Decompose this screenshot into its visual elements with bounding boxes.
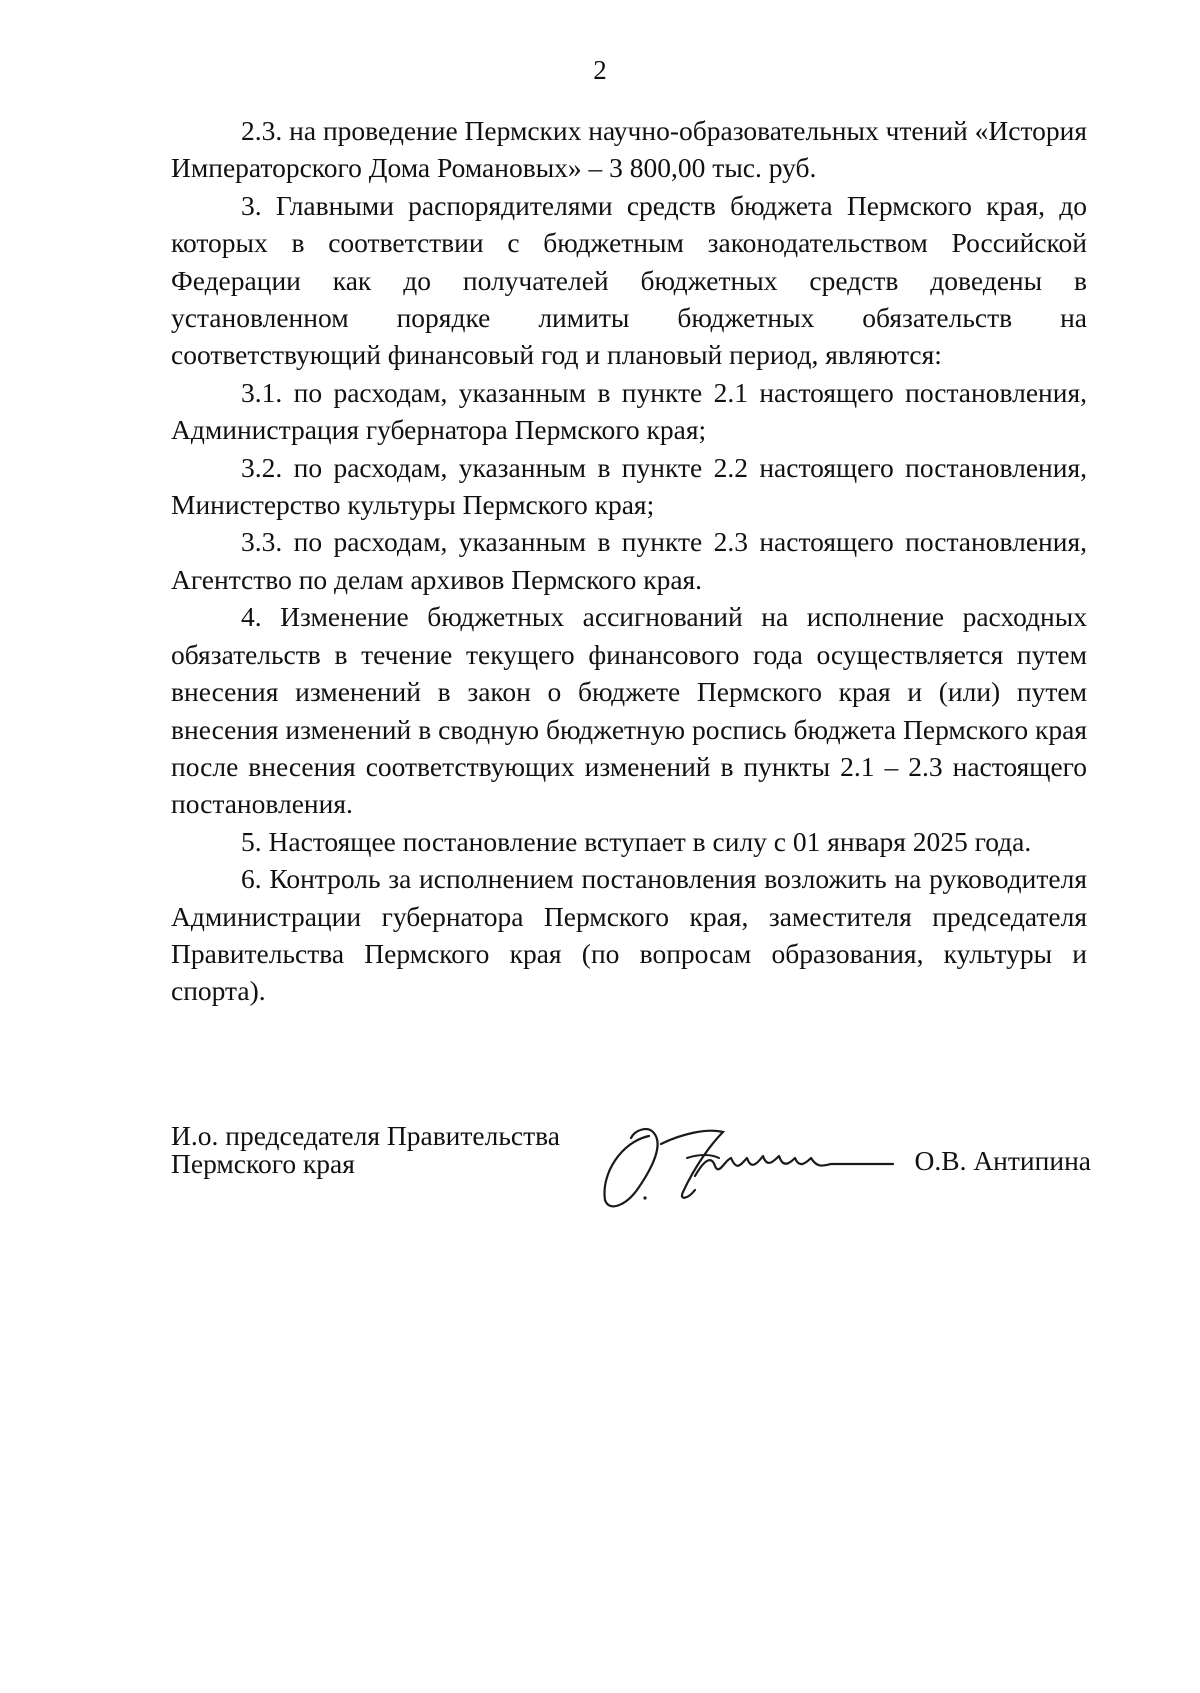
paragraph-3-2: 3.2. по расходам, указанным в пункте 2.2 настоящего постановления, Министерство культуры Пермского края; <box>171 451 1087 521</box>
document-body <box>171 112 1087 1010</box>
signatory-title-line-2: Пермского края <box>171 1148 355 1179</box>
paragraph-3-3: 3.3. по расходам, указанным в пункте 2.3 настоящего постановления, Агентство по делам архивов Пермского края. <box>171 526 1087 595</box>
paragraph-6: 6. Контроль за исполнением постановления возложить на руководителя Администрации губернатора Пермского края, заместителя председателя Правительства Пермского края (по вопросам образования, культуры и спорта). <box>171 863 1087 1007</box>
paragraph-3: 3. Главными распорядителями средств бюджета Пермского края, до которых в соответствии с бюджетным законодательством Российской Федерации как до получателей бюджетных средств доведены в установленном порядке лимиты бюджетных обязательств на соответствующий финансовый год и плановый период, являются: <box>171 189 1087 371</box>
paragraph-4: 4. Изменение бюджетных ассигнований на исполнение расходных обязательств в течение текущего финансового года осуществляется путем внесения изменений в закон о бюджете Пермского края и (или) путем внесения изменений в сводную бюджетную роспись бюджета Пермского края после внесения соответствующих изменений в пункты 2.1 – 2.3 настоящего постановления. <box>171 601 1087 820</box>
paragraph-5: 5. Настоящее постановление вступает в силу с 01 января 2025 года. <box>241 825 1032 857</box>
paragraph-3-1: 3.1. по расходам, указанным в пункте 2.1 настоящего постановления, Администрация губернатора Пермского края; <box>171 376 1087 446</box>
signatory-title <box>171 1122 560 1178</box>
handwritten-signature <box>591 1114 921 1214</box>
signatory-name: О.В. Антипина <box>914 1145 1091 1176</box>
paragraph-2-3: 2.3. на проведение Пермских научно-образовательных чтений «История Императорского Дома Романовых» – 3 800,00 тыс. руб. <box>171 115 1087 184</box>
signature-block <box>171 1122 1091 1202</box>
signatory-title-line-1: И.о. председателя Правительства <box>171 1120 560 1151</box>
page-number: 2 <box>593 55 607 85</box>
